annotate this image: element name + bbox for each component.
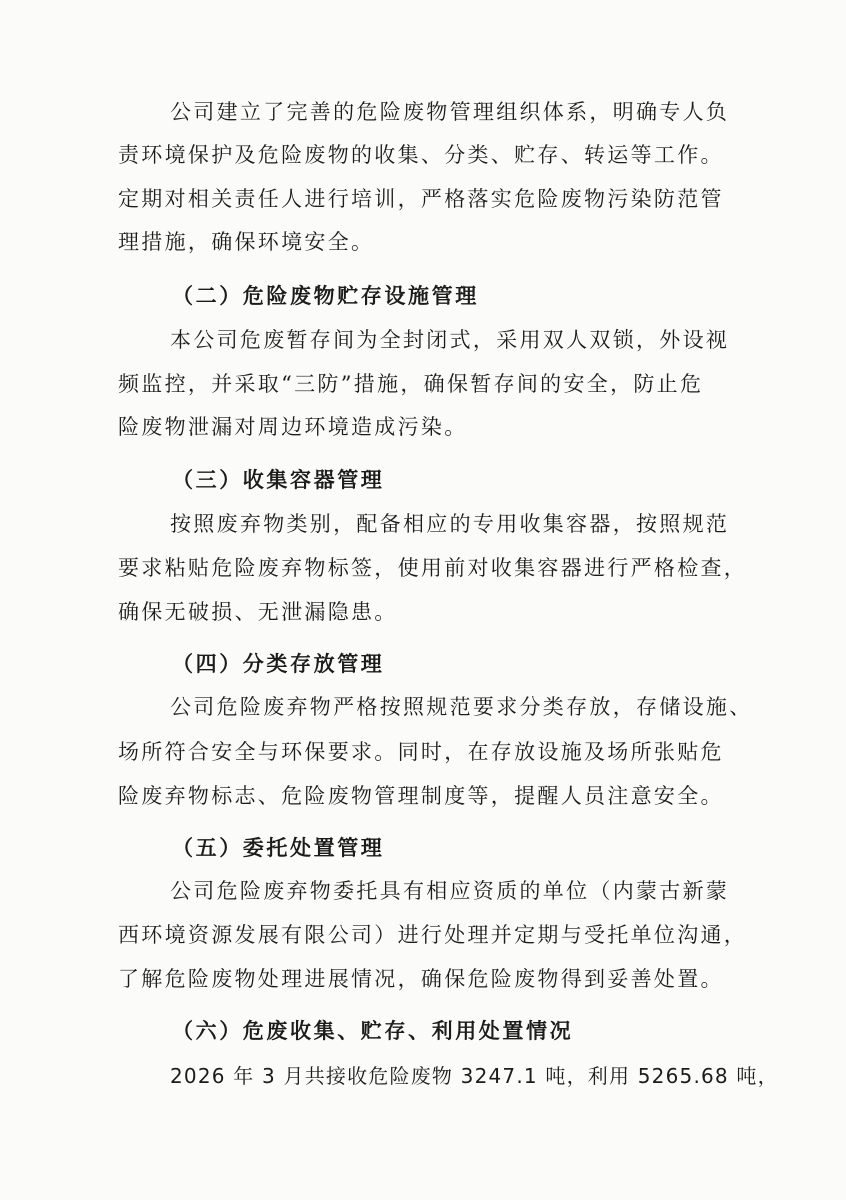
paragraph-line: 险废物泄漏对周边环境造成污染。 [118,415,468,439]
paragraph-line: 险废弃物标志、危险废物管理制度等，提醒人员注意安全。 [118,784,724,808]
paragraph-line: 公司建立了完善的危险废物管理组织体系，明确专人负 [170,100,730,124]
paragraph-line: 确保无破损、无泄漏隐患。 [118,600,398,624]
section-heading-6: （六）危废收集、贮存、利用处置情况 [172,1018,574,1043]
paragraph-line: 公司危险废弃物委托具有相应资质的单位（内蒙古新蒙 [170,879,730,903]
paragraph-line: 西环境资源发展有限公司）进行处理并定期与受托单位沟通， [118,923,748,947]
section-heading-5: （五）委托处置管理 [172,835,385,860]
section-heading-4: （四）分类存放管理 [172,651,385,676]
statistics-line: 2026 年 3 月共接收危险废物 3247.1 吨，利用 5265.68 吨， [170,1064,779,1088]
paragraph-line: 场所符合安全与环保要求。同时，在存放设施及场所张贴危 [118,740,724,764]
paragraph-line: 要求粘贴危险废弃物标签，使用前对收集容器进行严格检查， [118,556,748,580]
paragraph-line: 定期对相关责任人进行培训，严格落实危险废物污染防范管 [118,187,724,211]
section-heading-2: （二）危险废物贮存设施管理 [172,283,479,308]
section-heading-3: （三）收集容器管理 [172,467,385,492]
paragraph-line: 按照废弃物类别，配备相应的专用收集容器，按照规范 [170,512,730,536]
paragraph-line: 了解危险废物处理进展情况，确保危险废物得到妥善处置。 [118,967,724,991]
paragraph-line: 责环境保护及危险废物的收集、分类、贮存、转运等工作。 [118,143,724,167]
paragraph-line: 公司危险废弃物严格按照规范要求分类存放，存储设施、 [170,695,753,719]
paragraph-line: 理措施，确保环境安全。 [118,230,375,254]
paragraph-line: 本公司危废暂存间为全封闭式，采用双人双锁，外设视 [170,328,730,352]
paragraph-line: 频监控，并采取“三防”措施，确保暂存间的安全，防止危 [118,372,704,396]
